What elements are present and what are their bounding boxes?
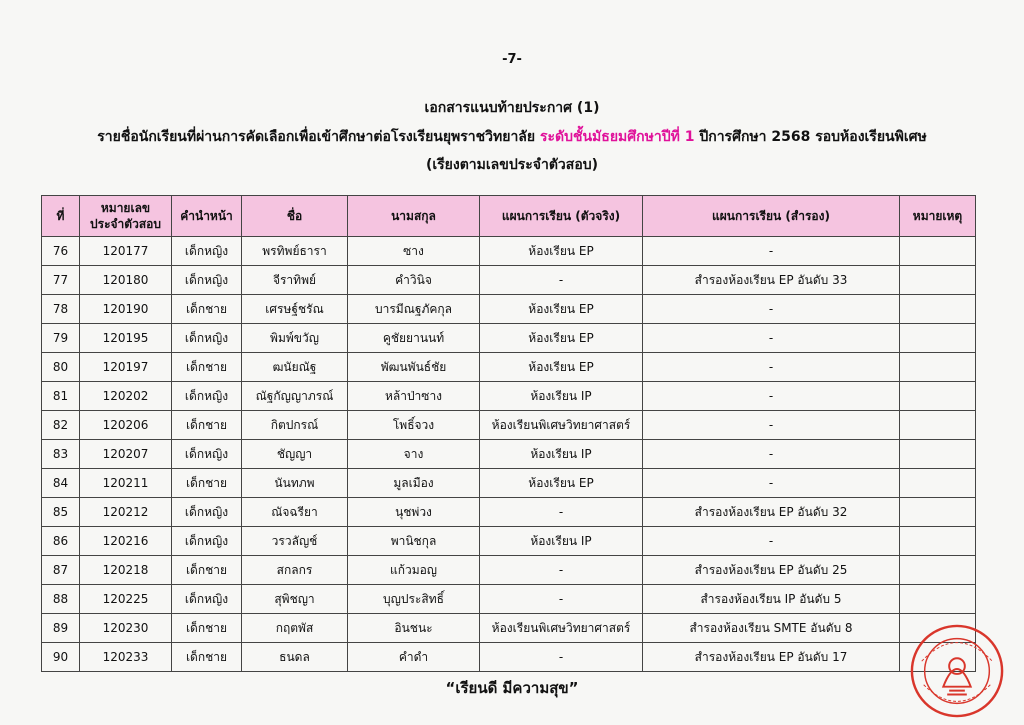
table-row xyxy=(42,643,976,672)
col-first-name: ชื่อ xyxy=(242,196,348,237)
cell-prefix: เด็กหญิง xyxy=(172,237,242,266)
subtitle-level-highlight: ระดับชั้นมัธยมศึกษาปีที่ 1 xyxy=(539,129,695,145)
cell-prefix: เด็กหญิง xyxy=(172,382,242,411)
cell-exam-id: 120180 xyxy=(80,266,172,295)
cell-program-reserve: - xyxy=(643,237,900,266)
cell-prefix: เด็กหญิง xyxy=(172,527,242,556)
cell-note xyxy=(900,295,976,324)
table-row xyxy=(42,469,976,498)
table-row xyxy=(42,498,976,527)
cell-program-actual: ห้องเรียน IP xyxy=(480,527,643,556)
cell-first-name: นันทภพ xyxy=(242,469,348,498)
cell-no: 83 xyxy=(42,440,80,469)
cell-no: 89 xyxy=(42,614,80,643)
cell-no: 86 xyxy=(42,527,80,556)
cell-prefix: เด็กชาย xyxy=(172,614,242,643)
cell-exam-id: 120207 xyxy=(80,440,172,469)
table-row xyxy=(42,585,976,614)
motto: “เรียนดี มีความสุข” xyxy=(445,679,579,697)
cell-no: 84 xyxy=(42,469,80,498)
cell-program-reserve: - xyxy=(643,324,900,353)
cell-note xyxy=(900,498,976,527)
cell-exam-id: 120190 xyxy=(80,295,172,324)
cell-program-reserve: สำรองห้องเรียน SMTE อันดับ 8 xyxy=(643,614,900,643)
cell-no: 88 xyxy=(42,585,80,614)
cell-program-actual: ห้องเรียน EP xyxy=(480,469,643,498)
cell-prefix: เด็กชาย xyxy=(172,295,242,324)
table-row xyxy=(42,237,976,266)
cell-last-name: ซาง xyxy=(348,237,480,266)
cell-no: 90 xyxy=(42,643,80,672)
cell-program-reserve: สำรองห้องเรียน EP อันดับ 33 xyxy=(643,266,900,295)
col-last-name: นามสกุล xyxy=(348,196,480,237)
subtitle-part-c: ปีการศึกษา 2568 รอบห้องเรียนพิเศษ xyxy=(694,129,927,145)
cell-last-name: บุญประสิทธิ์ xyxy=(348,585,480,614)
cell-note xyxy=(900,353,976,382)
cell-program-reserve: สำรองห้องเรียน EP อันดับ 32 xyxy=(643,498,900,527)
cell-exam-id: 120211 xyxy=(80,469,172,498)
cell-first-name: ณัฐกัญญาภรณ์ xyxy=(242,382,348,411)
cell-first-name: ณัจฉรียา xyxy=(242,498,348,527)
cell-program-reserve: สำรองห้องเรียน EP อันดับ 25 xyxy=(643,556,900,585)
page-number: -7- xyxy=(502,52,522,67)
cell-prefix: เด็กชาย xyxy=(172,556,242,585)
cell-first-name: จีราทิพย์ xyxy=(242,266,348,295)
school-seal-stamp xyxy=(908,622,1006,720)
cell-first-name: สุพิชญา xyxy=(242,585,348,614)
cell-note xyxy=(900,440,976,469)
cell-exam-id: 120212 xyxy=(80,498,172,527)
col-note: หมายเหตุ xyxy=(900,196,976,237)
cell-first-name: กิตปกรณ์ xyxy=(242,411,348,440)
cell-program-reserve: สำรองห้องเรียน IP อันดับ 5 xyxy=(643,585,900,614)
document-title: เอกสารแนบท้ายประกาศ (1) xyxy=(424,100,600,116)
student-table xyxy=(41,195,976,672)
cell-program-reserve: - xyxy=(643,440,900,469)
cell-prefix: เด็กชาย xyxy=(172,469,242,498)
sort-note: (เรียงตามเลขประจำตัวสอบ) xyxy=(425,157,599,173)
cell-exam-id: 120225 xyxy=(80,585,172,614)
cell-program-actual: ห้องเรียนพิเศษวิทยาศาสตร์ xyxy=(480,614,643,643)
cell-no: 78 xyxy=(42,295,80,324)
cell-exam-id: 120216 xyxy=(80,527,172,556)
cell-first-name: ฒนัยณัฐ xyxy=(242,353,348,382)
cell-note xyxy=(900,266,976,295)
col-exam-id xyxy=(80,196,172,237)
cell-no: 87 xyxy=(42,556,80,585)
cell-program-actual: ห้องเรียน IP xyxy=(480,382,643,411)
cell-exam-id: 120197 xyxy=(80,353,172,382)
cell-last-name: แก้วมอญ xyxy=(348,556,480,585)
cell-no: 85 xyxy=(42,498,80,527)
cell-program-reserve: - xyxy=(643,353,900,382)
cell-no: 81 xyxy=(42,382,80,411)
table-row xyxy=(42,382,976,411)
cell-prefix: เด็กหญิง xyxy=(172,498,242,527)
cell-program-actual: - xyxy=(480,643,643,672)
cell-program-actual: - xyxy=(480,498,643,527)
cell-no: 82 xyxy=(42,411,80,440)
cell-last-name: จาง xyxy=(348,440,480,469)
cell-no: 79 xyxy=(42,324,80,353)
cell-first-name: พรทิพย์ธารา xyxy=(242,237,348,266)
cell-last-name: คำวินิจ xyxy=(348,266,480,295)
cell-exam-id: 120195 xyxy=(80,324,172,353)
cell-first-name: เศรษฐ์ชรัณ xyxy=(242,295,348,324)
cell-note xyxy=(900,237,976,266)
cell-prefix: เด็กชาย xyxy=(172,643,242,672)
cell-exam-id: 120177 xyxy=(80,237,172,266)
cell-last-name: พัฒนพันธ์ชัย xyxy=(348,353,480,382)
cell-exam-id: 120202 xyxy=(80,382,172,411)
cell-program-reserve: - xyxy=(643,411,900,440)
cell-program-actual: ห้องเรียน EP xyxy=(480,353,643,382)
cell-exam-id: 120206 xyxy=(80,411,172,440)
cell-first-name: กฤตพัส xyxy=(242,614,348,643)
cell-last-name: คำดำ xyxy=(348,643,480,672)
cell-note xyxy=(900,527,976,556)
table-row xyxy=(42,411,976,440)
table-row xyxy=(42,295,976,324)
col-no: ที่ xyxy=(42,196,80,237)
cell-last-name: อินชนะ xyxy=(348,614,480,643)
cell-no: 76 xyxy=(42,237,80,266)
cell-last-name: พานิชกุล xyxy=(348,527,480,556)
cell-program-actual: ห้องเรียน EP xyxy=(480,237,643,266)
cell-last-name: โพธิ์จวง xyxy=(348,411,480,440)
cell-note xyxy=(900,324,976,353)
col-program-reserve: แผนการเรียน (สำรอง) xyxy=(643,196,900,237)
cell-last-name: นุชพ่วง xyxy=(348,498,480,527)
cell-note xyxy=(900,411,976,440)
table-row xyxy=(42,353,976,382)
cell-prefix: เด็กหญิง xyxy=(172,324,242,353)
col-exam-id-line2: ประจำตัวสอบ xyxy=(90,217,161,231)
table-row xyxy=(42,324,976,353)
cell-first-name: สกลกร xyxy=(242,556,348,585)
cell-program-reserve: - xyxy=(643,382,900,411)
cell-note xyxy=(900,585,976,614)
cell-exam-id: 120218 xyxy=(80,556,172,585)
table-row xyxy=(42,527,976,556)
cell-program-actual: - xyxy=(480,585,643,614)
cell-prefix: เด็กชาย xyxy=(172,411,242,440)
table-row xyxy=(42,440,976,469)
cell-program-reserve: - xyxy=(643,527,900,556)
col-exam-id-line1: หมายเลข xyxy=(100,201,151,215)
cell-note xyxy=(900,556,976,585)
cell-note xyxy=(900,469,976,498)
cell-prefix: เด็กหญิง xyxy=(172,266,242,295)
cell-program-actual: ห้องเรียน IP xyxy=(480,440,643,469)
table-header-row xyxy=(42,196,976,237)
table-row xyxy=(42,614,976,643)
cell-last-name: คูชัยยานนท์ xyxy=(348,324,480,353)
cell-prefix: เด็กชาย xyxy=(172,353,242,382)
cell-first-name: พิมพ์ขวัญ xyxy=(242,324,348,353)
subtitle-part-a: รายชื่อนักเรียนที่ผ่านการคัดเลือกเพื่อเข้าศึกษาต่อโรงเรียนยุพราชวิทยาลัย xyxy=(97,129,540,145)
table-row xyxy=(42,556,976,585)
cell-exam-id: 120230 xyxy=(80,614,172,643)
cell-first-name: ธนดล xyxy=(242,643,348,672)
cell-program-actual: ห้องเรียน EP xyxy=(480,295,643,324)
col-program-actual: แผนการเรียน (ตัวจริง) xyxy=(480,196,643,237)
cell-program-actual: ห้องเรียนพิเศษวิทยาศาสตร์ xyxy=(480,411,643,440)
cell-program-reserve: - xyxy=(643,469,900,498)
cell-first-name: ชัญญา xyxy=(242,440,348,469)
cell-no: 80 xyxy=(42,353,80,382)
cell-last-name: มูลเมือง xyxy=(348,469,480,498)
cell-program-actual: - xyxy=(480,556,643,585)
cell-no: 77 xyxy=(42,266,80,295)
table-row xyxy=(42,266,976,295)
cell-program-actual: - xyxy=(480,266,643,295)
cell-note xyxy=(900,382,976,411)
cell-last-name: บารมีณฐภัคกุล xyxy=(348,295,480,324)
cell-prefix: เด็กหญิง xyxy=(172,440,242,469)
cell-program-reserve: สำรองห้องเรียน EP อันดับ 17 xyxy=(643,643,900,672)
cell-program-reserve: - xyxy=(643,295,900,324)
document-subtitle xyxy=(0,126,1024,148)
cell-program-actual: ห้องเรียน EP xyxy=(480,324,643,353)
cell-last-name: หล้าป่าซาง xyxy=(348,382,480,411)
cell-first-name: วรวลัญช์ xyxy=(242,527,348,556)
cell-prefix: เด็กหญิง xyxy=(172,585,242,614)
col-prefix: คำนำหน้า xyxy=(172,196,242,237)
cell-exam-id: 120233 xyxy=(80,643,172,672)
